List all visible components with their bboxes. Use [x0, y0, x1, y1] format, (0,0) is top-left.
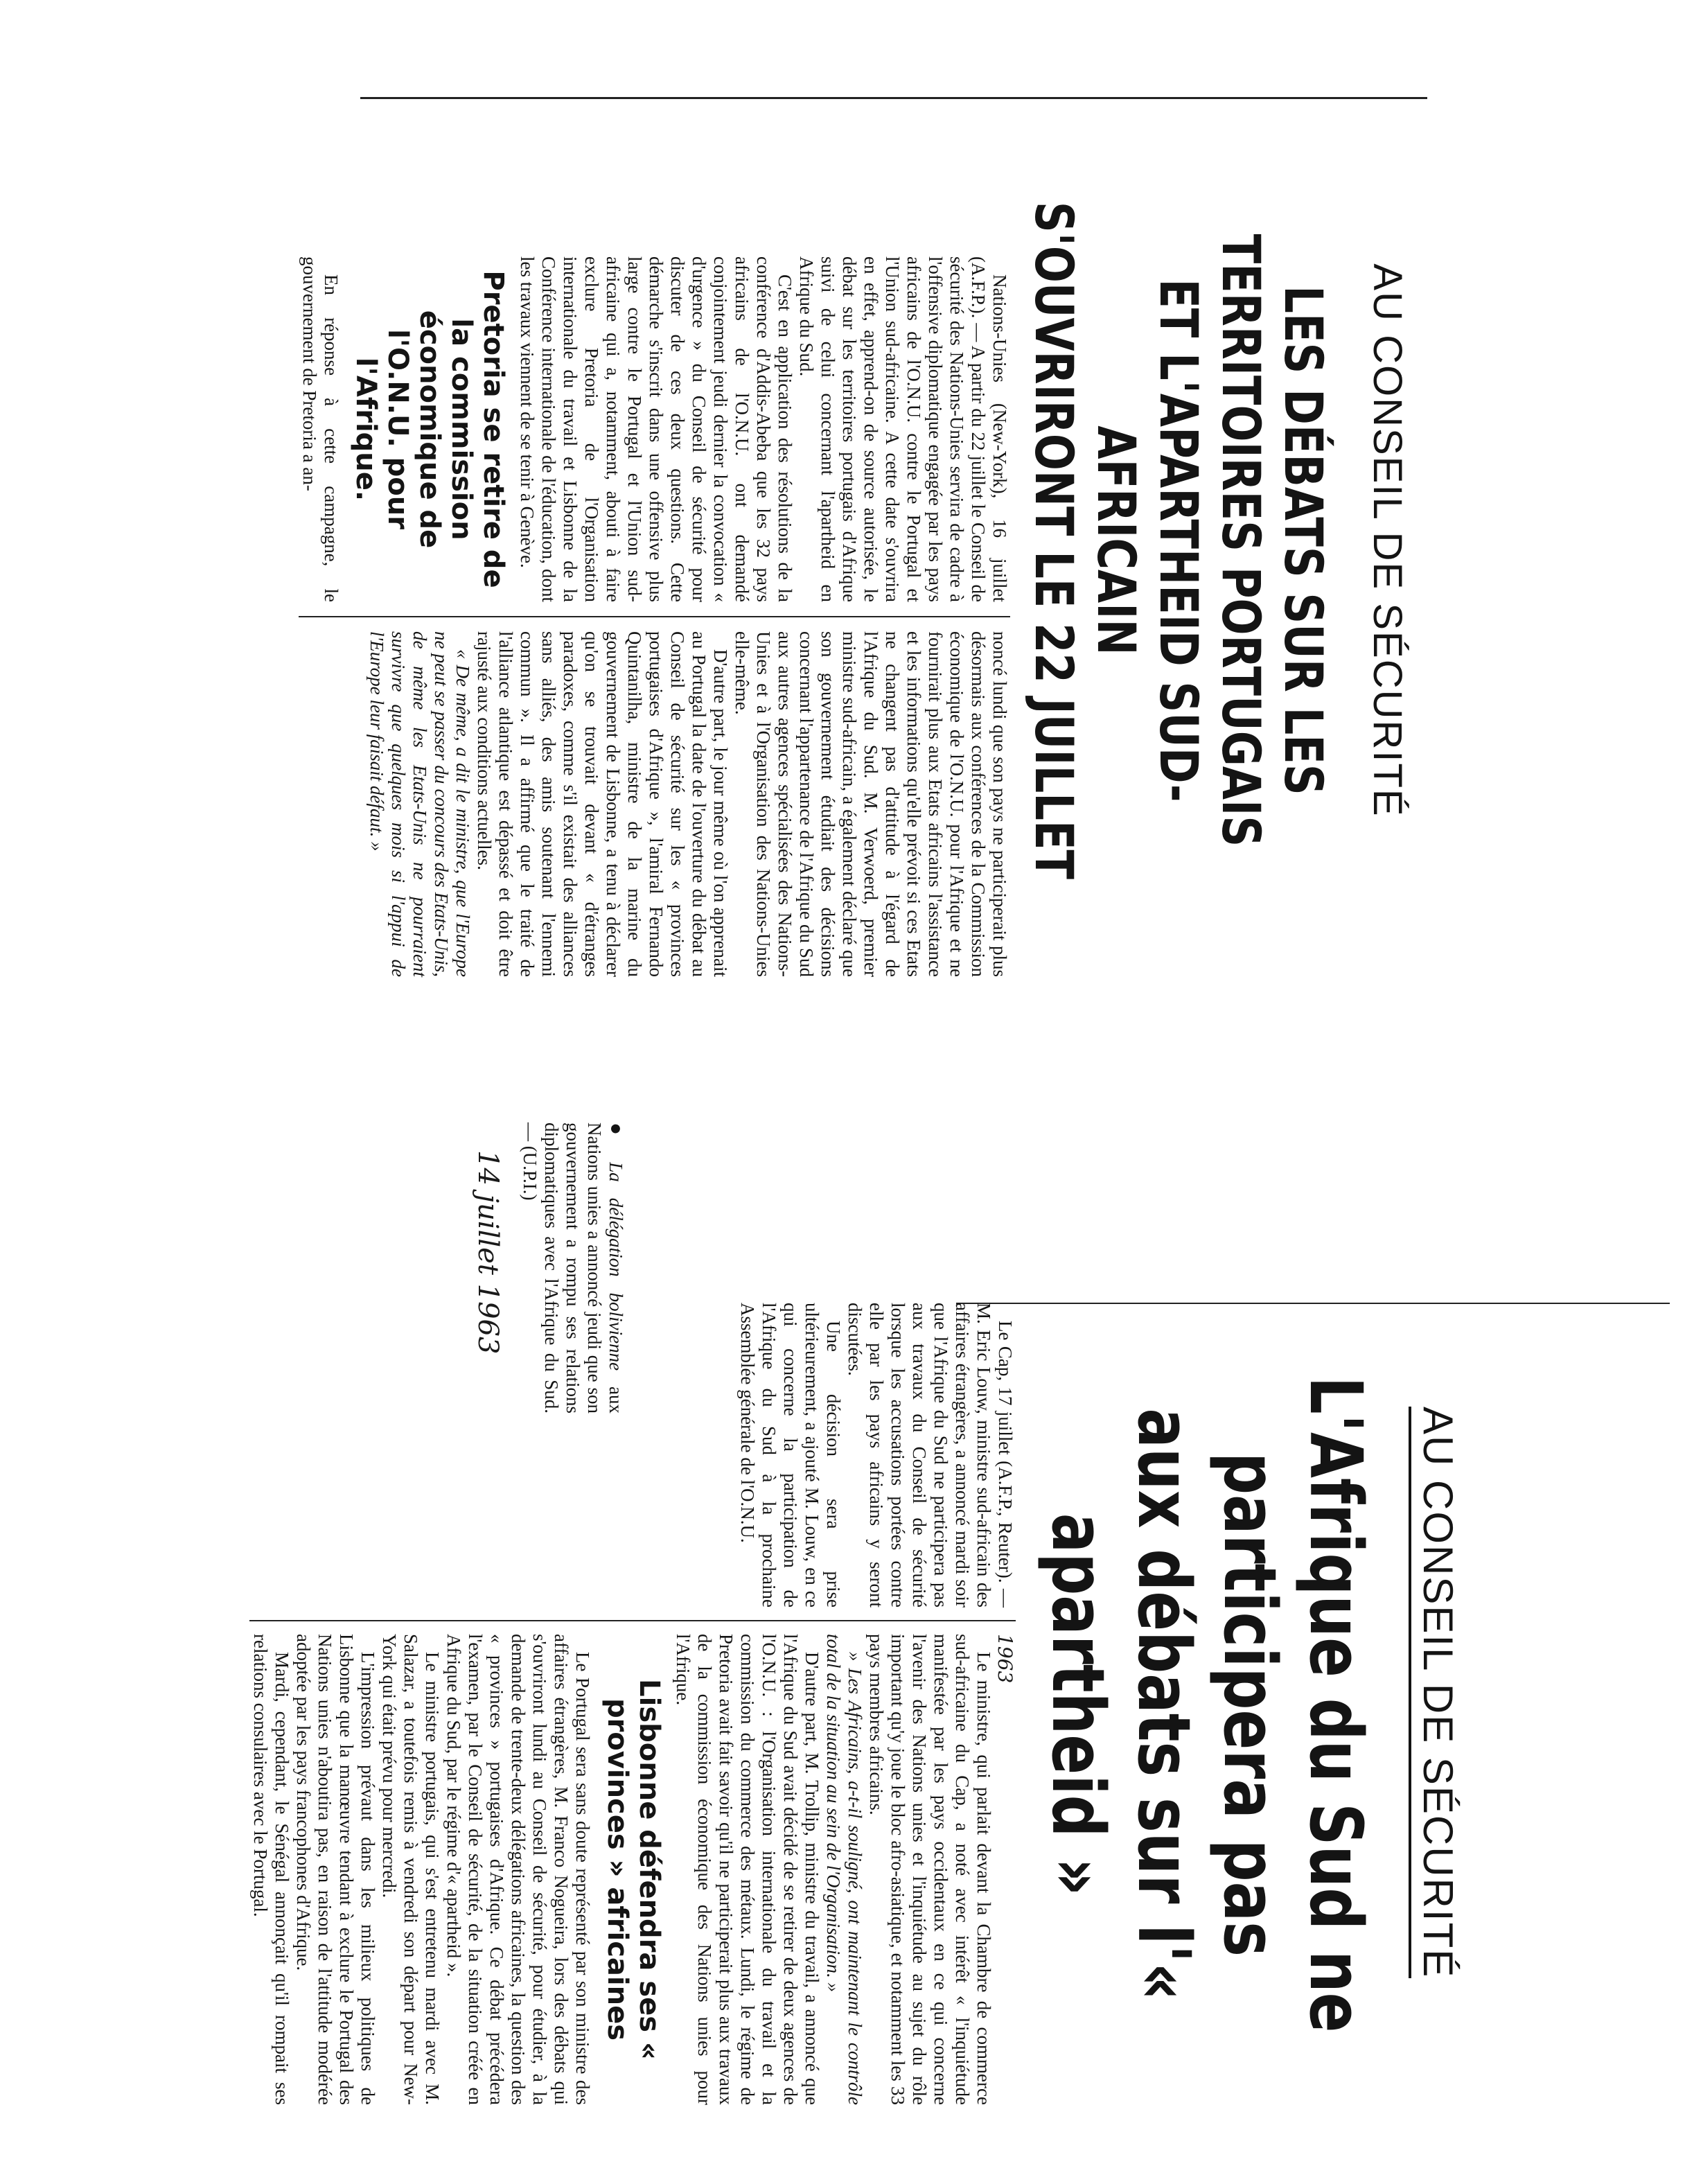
paragraph: C'est en application des résolutions de la conférence d'Addis-Abeba que les 32 pays africains de l'O.N.U. ont demandé conjointement jeudi dernier la convocation « d'urgence » du Conseil de sécurité pour discuter de ces deux questions. Cette démarche s'inscrit dans une offensive plus large contre le Portugal et l'Union sud-africaine qui a, notamment, abouti à faire exclure Pretoria de l'Organisation internationale du travail et Lisbonne de la Conférence internationale de l'éducation, dont les travaux viennent de se tenir à Genève.	[517, 256, 795, 603]
article-left-column-1	[299, 256, 1010, 602]
headline-right-line-2: aux débats sur l'« apartheid »	[1036, 1408, 1206, 2001]
article-left-column-2	[299, 631, 1010, 977]
article-left	[299, 104, 1413, 977]
brief-text: aux Nations unies a annoncé jeudi que son gouvernement a rompu ses relations diplomatiques avec l'Afrique du Sud. — (U.P.I.)	[520, 1122, 626, 1414]
headline-left-line-2: ET L'APARTHEID SUD-AFRICAIN	[1086, 279, 1210, 802]
paragraph: Mardi, cependant, le Sénégal annonçait qu'il rompait ses relations consulaires avec le Portugal.	[250, 1634, 292, 2105]
year-note: 1963	[994, 1634, 1016, 1684]
article-right	[250, 1303, 1462, 2106]
brief-lead: La délégation bolivienne	[606, 1162, 626, 1371]
paragraph: D'autre part, le jour même où l'on apprenait au Portugal la date de l'ouverture du débat au Conseil de sécurité sur les « provinces portugaises d'Afrique », l'amiral Fernando Quintanilha, ministre de la marine du gouvernement de Lisbonne, a tenu à déclarer qu'on se trouvait devant « d'étranges paradoxes, comme s'il existait des alliances sans alliés, des amis soutenant l'ennemi commun ». Il a affirmé que le traité de l'alliance atlantique est dépassé et doit être rajusté aux conditions actuelles.	[474, 631, 731, 977]
headline-left-line-1: LES DÉBATS SUR LES TERRITOIRES PORTUGAIS	[1210, 234, 1334, 847]
column-divider	[299, 616, 1010, 617]
paragraph: Une décision sera prise ultérieurement, a ajouté M. Louw, en ce qui concerne la participation de l'Afrique du Sud à la prochaine Assemblée générale de l'O.N.U.	[737, 1303, 844, 1608]
article-right-column-2	[249, 1634, 1016, 2105]
paragraph: Le ministre, qui parlait devant la Chambre de commerce sud-africaine du Cap, a noté avec intérêt « l'inquiétude manifestée par les pays occidentaux en ce qui concerne l'avenir des Nations unies et l'inquiétude au sujet du rôle important qu'y joue le bloc afro-asiatique, et notamment les 33 pays membres africains.	[866, 1634, 994, 2105]
paragraph: Le ministre portugais, qui s'est entretenu mardi avec M. Salazar, a toutefois remis à vendredi son départ pour New-York qui était prévu pour mercredi.	[379, 1634, 443, 2105]
handwritten-date: 14 juillet 1963	[472, 1150, 504, 1355]
paragraph: Le Portugal sera sans doute représenté par son ministre des affaires étrangères, M. Franco Nogueira, lors des débats qui s'ouvriront lundi au Conseil de sécurité, pour étudier, à la demande de trente-deux délégations africaines, la question des « provinces » portugaises d'Afrique. Ce débat précédera l'examen, par le Conseil de sécurité, de la situation créée en Afrique du Sud, par le régime d'« apartheid ».	[443, 1634, 593, 2105]
paragraph: noncé lundi que son pays ne participerait plus désormais aux conférences de la Commission économique de l'O.N.U. pour l'Afrique et ne fournirait plus aux Etats africains l'assistance et les informations qu'elle prévoit si ces Etats ne changent pas d'attitude à l'égard de l'Afrique du Sud. M. Verwoerd, premier ministre sud-africain, a également déclaré que son gouvernement étudiait des décisions concernant l'appartenance de l'Afrique du Sud aux autres agences spécialisées des Nations-Unies et à l'Organisation des Nations-Unies elle-même.	[732, 631, 1010, 977]
kicker-right: AU CONSEIL DE SÉCURITÉ	[1409, 1407, 1462, 1978]
paragraph: Le Cap, 17 juillet (A.F.P., Reuter). — M. Eric Louw, ministre sud-africain des affaires étrangères, a annoncé mardi soir que l'Afrique du Sud ne participera pas aux travaux du Conseil de sécurité lorsque les accusations portées contre elle par les pays africains y seront discutées.	[845, 1303, 1016, 1608]
paragraph: L'impression prévaut dans les milieux politiques de Lisbonne que la manœuvre tendant à exclure le Portugal des Nations unies n'aboutira pas, en raison de l'attitude modérée adoptée par les pays francophones d'Afrique.	[293, 1634, 378, 2105]
headline-right-line-1: L'Afrique du Sud ne participera pas	[1208, 1376, 1378, 2033]
headline-left	[1023, 104, 1334, 977]
paragraph: En réponse à cette campagne, le gouvernement de Pretoria a an-	[299, 256, 342, 603]
paragraph: « De même, a dit le ministre, que l'Europe ne peut se passer du concours des Etats-Unis, de même les Etats-Unis ne pourraient survivre que quelques mois si l'appui de l'Europe leur faisait défaut. »	[367, 631, 473, 977]
article-right-column-1	[249, 1303, 1016, 1608]
headline-right	[1035, 1303, 1379, 2106]
subheading-pretoria: Pretoria se retire de la commission économique de l'O.N.U. pour l'Afrique.	[350, 270, 509, 588]
kicker-left: AU CONSEIL DE SÉCURITÉ	[1365, 263, 1410, 818]
paragraph: D'autre part, M. Trollip, ministre du travail, a annoncé que l'Afrique du Sud avait décidé de se retirer de deux agences de l'O.N.U. : l'Organisation internationale du travail et la commission du commerce des métaux. Lundi, le régime de Pretoria avait fait savoir qu'il ne participerait plus aux travaux de la commission économique des Nations unies pour l'Afrique.	[673, 1634, 822, 2105]
paragraph: Nations-Unies (New-York), 16 juillet (A.F.P.). — A partir du 22 juillet le Conseil de sécurité des Nations-Unies servira de cadre à l'offensive diplomatique engagée par les pays africains de l'O.N.U. contre le Portugal et l'Union sud-africaine. A cette date s'ouvrira en effet, apprend-on de source autorisée, le débat sur les territoires portugais d'Afrique suivi de celui concernant l'apartheid en Afrique du Sud.	[796, 256, 1010, 603]
bullet-icon: ●	[605, 1122, 628, 1147]
subheading-lisbonne: Lisbonne défendra ses « provinces » africaines	[601, 1679, 665, 2060]
column-divider	[249, 1620, 1016, 1621]
top-rule-left	[360, 97, 1427, 99]
paragraph: » Les Africains, a-t-il souligné, ont maintenant le contrôle total de la situation au sein de l'Organisation. »	[823, 1634, 865, 2105]
headline-left-line-3: S'OUVRIRONT LE 22 JUILLET	[1023, 201, 1085, 880]
